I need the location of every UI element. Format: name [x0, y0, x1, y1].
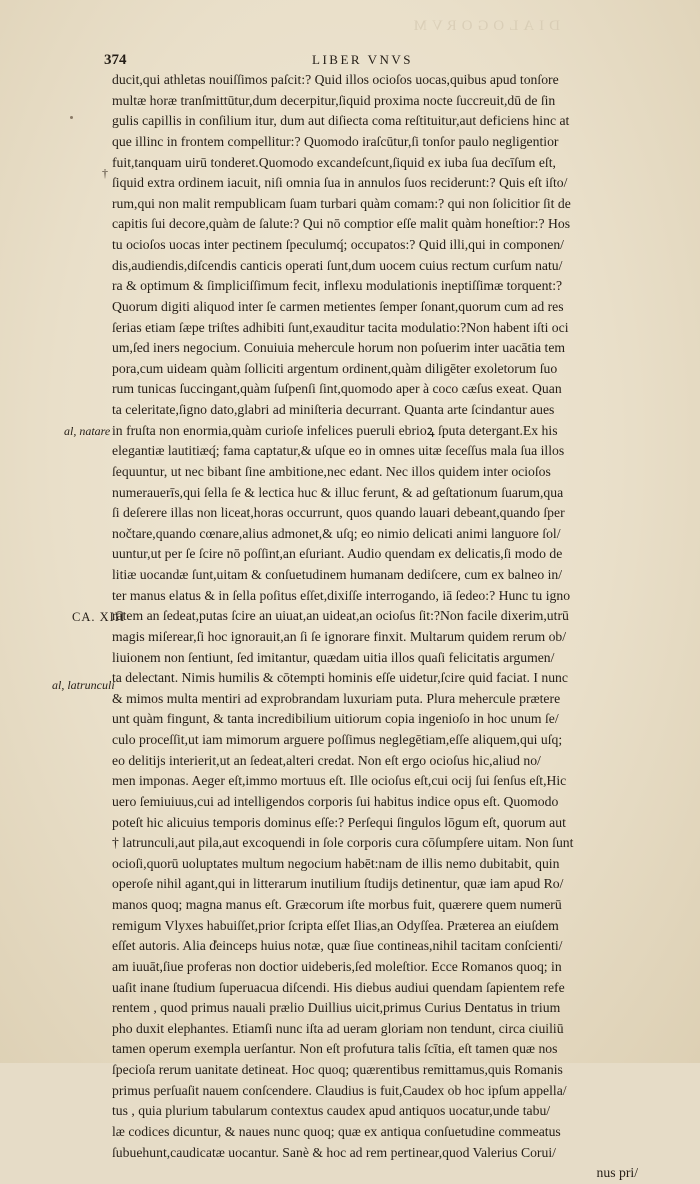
- bleed-through-text: DIALOGORVM: [408, 18, 560, 34]
- text-line: eo delitijs interierit,ut an ſedeat,alteri credat. Non eſt ergo ocioſus hic,aliud no/: [112, 752, 541, 768]
- text-line: numerauerīs,qui ſella ſe & lectica huc & illuc ferunt, & ad geſtationum ſuarum,qua: [112, 484, 564, 500]
- page-number: 374: [104, 52, 127, 68]
- text-line: uaſit inane ſtudium ſuperuacua diſcendi. His diebus audiui quendam ſapientem refe: [112, 979, 565, 995]
- text-line: ducit,qui athletas nouiſſimos paſcit:? Quid illos ocioſos uocas,quibus apud tonſore: [112, 72, 559, 87]
- ink-speck: [70, 116, 73, 119]
- text-line: poteſt hic alicuius temporis dominus eſſe:? Perſequi ſingulos lōgum eſt, quorum aut: [112, 814, 566, 830]
- text-line: elegantiæ lautitiæq́; fama captatur,& uſque eo in omnes uitæ ſeceſſus mala ſua illos: [112, 443, 565, 459]
- text-line: ta delectant. Nimis humilis & cōtempti hominis eſſe uidetur,ſcire quid faciat. I nunc: [112, 670, 568, 686]
- text-line: pho duxit elephantes. Etiamſi nunc iſta ad ueram gloriam non tendunt, circa ciuiliū: [112, 1020, 564, 1036]
- text-line: † latrunculi,aut pila,aut excoquendi in ſole corporis cura cōſumpſere uitam. Non ſunt: [112, 835, 574, 851]
- text-line: rum tunicas ſuccingant,quàm ſuſpenſi ſint,quomodo aper à coco cæſus exeat. Quan: [112, 381, 562, 397]
- text-line: tu ocioſos uocas inter pectinem ſpeculumq́; occupatos:? Quid illi,qui in componen/: [112, 237, 564, 252]
- text-line: um,ſed iners negocium. Conuiuia mehercule horum non poſuerim inter uacātia tem: [112, 340, 566, 356]
- text-line: tamen operum exempla uerſantur. Non eſt profutura talis ſcītia, eſt tamen quæ nos: [112, 1041, 558, 1057]
- text-line: gulis capillis in conſilium itur, dum aut diſiecta coma reſtituitur,aut deficiens hinc at: [112, 113, 570, 129]
- text-line: operoſe nihil agant,qui in litterarum inutilium ſtudijs detinentur, quæ iam apud Ro/: [112, 876, 564, 892]
- text-line: remigum Vlyxes habuiſſet,prior ſcripta eſſet Ilias,an Odyſſea. Præterea an eiuſdem: [112, 917, 559, 933]
- text-line: que illinc in frontem compellitur:? Quomodo iraſcūtur,ſi tonſor paulo negligentior: [112, 133, 559, 149]
- text-line: ſerias etiam ſæpe triſtes adhibiti ſunt,exauditur tacita modulatio:?Non habent iſti oci: [112, 319, 569, 335]
- text-line: rum,qui non malit rempublicam ſuam turbari quàm comam:? qui non ſolicitior ſit de: [112, 195, 571, 211]
- text-line: ter manus elatus & in ſella poſitus eſſet,dixiſſe interrogando, iā ſedeo:? Hunc tu igno: [112, 587, 571, 603]
- text-line: culo proceſſit,ut iam mimorum arguere poſſimus neglegētiam,eſſe aliquem,qui uſq;: [112, 732, 563, 747]
- text-line: primus perſuaſit nauem conſcendere. Claudius is fuit,Caudex ob hoc ipſum appella/: [112, 1082, 567, 1098]
- text-line: litiæ uocandæ ſunt,uitam & conſuetudinem humanam dediſcere, cum ex balneo in/: [112, 567, 563, 582]
- text-line: magis miſerear,ſi hoc ignorauit,an ſi ſe ignorare finxit. Multarum quidem rerum ob/: [112, 628, 567, 644]
- text-line: rentem , quod primus nauali prælio Duillius uicit,primus Curius Dentatus in trium: [112, 1000, 561, 1016]
- text-line: men imponas. Aeger eſt,immo mortuus eſt. Ille ocioſus eſt,cui ocij ſui ſenſus eſt,Hic: [112, 773, 567, 789]
- text-line: rātem an ſedeat,putas ſcire an uiuat,an uideat,an ocioſus ſit:?Non facile dixerim,utrū: [112, 608, 569, 624]
- text-line: ra & optimum & ſimpliciſſimum fecit, inflexu modulationis ineptiſſimæ torquent:?: [112, 278, 563, 294]
- text-line: capitis ſui decore,quàm de ſalute:? Qui nō comptior eſſe malit quàm honeſtior:? Hos: [112, 216, 571, 232]
- text-line: am iuuāt,ſiue proferas non doctior uideberis,ſed moleſtior. Ecce Romanos quoq; in: [112, 958, 562, 974]
- text-line: nus pri/: [596, 1165, 638, 1181]
- body-text: [112, 70, 646, 1184]
- text-line: multæ horæ tranſmittūtur,dum decerpitur,ſiquid proxima nocte ſuccreuit,dū de ſin: [112, 92, 556, 108]
- text-line: & mimos multa mentiri ad exprobrandam luxuriam puta. Plura mehercule prætere: [112, 690, 561, 706]
- text-line: eſſet autoris. Alia deinceps huius notæ, quæ ſiue contineas,nihil tacitam conſcienti/: [112, 938, 563, 954]
- text-line: ſequuntur, ut nec bibant ſine ambitione,nec edant. Nec illos quidem inter ocioſos: [112, 463, 551, 479]
- text-line: fuit,tanquam uirū tonderet.Quomodo excandeſcunt,ſiquid ex iuba ſua decīſum eſt,: [112, 154, 556, 170]
- text-line: Quorum digiti aliquod inter ſe carmen metientes ſemper ſonant,quorum cum ad res: [112, 298, 564, 314]
- text-line: ſubuehunt,caudicatæ uocantur. Sanè & hoc ad rem pertinear,quod Valerius Corui/: [112, 1144, 556, 1160]
- text-line: læ codices dicuntur, & naues nunc quoq; quæ ex antiqua conſuetudine commeatus: [112, 1123, 561, 1139]
- text-line: nočtare,quando cœnare,alius admonet,& uſq; eo nimio delicati animi languore ſol/: [112, 525, 561, 541]
- page-header: [104, 52, 624, 72]
- margin-note-al-natare: al, natare: [64, 424, 111, 438]
- text-line: uuntur,ut per ſe ſcire nō poſſint,an eſuriant. Audio quendam ex delicatis,ſi modo de: [112, 546, 563, 562]
- text-line: dis,audiendis,diſcendis canticis operati ſunt,dum uocem cuius rectum curſum natu/: [112, 257, 563, 273]
- text-line: manos quoq; magna manus eſt. Græcorum iſte morbus fuit, quærere quem numerū: [112, 897, 562, 912]
- text-line: ta celeritate,ſigno dato,glabri ad miniſteria decurrant. Quanta arte ſcindantur aues: [112, 402, 555, 417]
- text-line: pora,cum uideam quàm ſolliciti argentum ordinent,quàm diligēter exoletorum ſuo: [112, 360, 558, 376]
- text-line: ſiquid extra ordinem iacuit, niſi omnia ſua in annulos ſuos reciderunt:? Quis eſt iſto/: [112, 175, 568, 191]
- text-line: unt quàm fingunt, & tanta incredibilium uitiorum copia ingenioſo in hoc unum ſe/: [112, 711, 559, 727]
- text-line: liuionem non ſentiunt, ſed imitantur, quædam uitia illos quaſi felicitatis argumen/: [112, 649, 555, 665]
- text-line: uero ſemiuiuus,cui ad intelligendos corporis ſui habitus indice opus eſt. Quomodo: [112, 793, 559, 809]
- text-line: ſi deſerere illas non liceat,horas occurrunt, quos quando lauari debeant,quando ſper: [112, 505, 565, 521]
- text-line: ocioſi,quorū uoluptates multum negocium habēt:nam de illis nemo dubitabit, quin: [112, 855, 560, 871]
- margin-note-chapter: CA. XIII: [72, 610, 126, 624]
- marginal-dagger-mark: †: [102, 166, 108, 180]
- text-line: tus , quia plurium tabularum contextus caudex apud antiquos uocatur,unde tabu/: [112, 1103, 551, 1119]
- text-line: in fruſta non enormia,quàm curioſe infelices pueruli ebrioꝝ ſputa detergant.Ex his: [112, 422, 558, 438]
- running-title: LIBER VNVS: [312, 52, 413, 67]
- text-line: ſpecioſa rerum uanitate detineat. Hoc quoq; quærentibus remittamus,quis Romanis: [112, 1062, 563, 1077]
- margin-note-al-latrunculi: al, latrunculi: [52, 678, 115, 692]
